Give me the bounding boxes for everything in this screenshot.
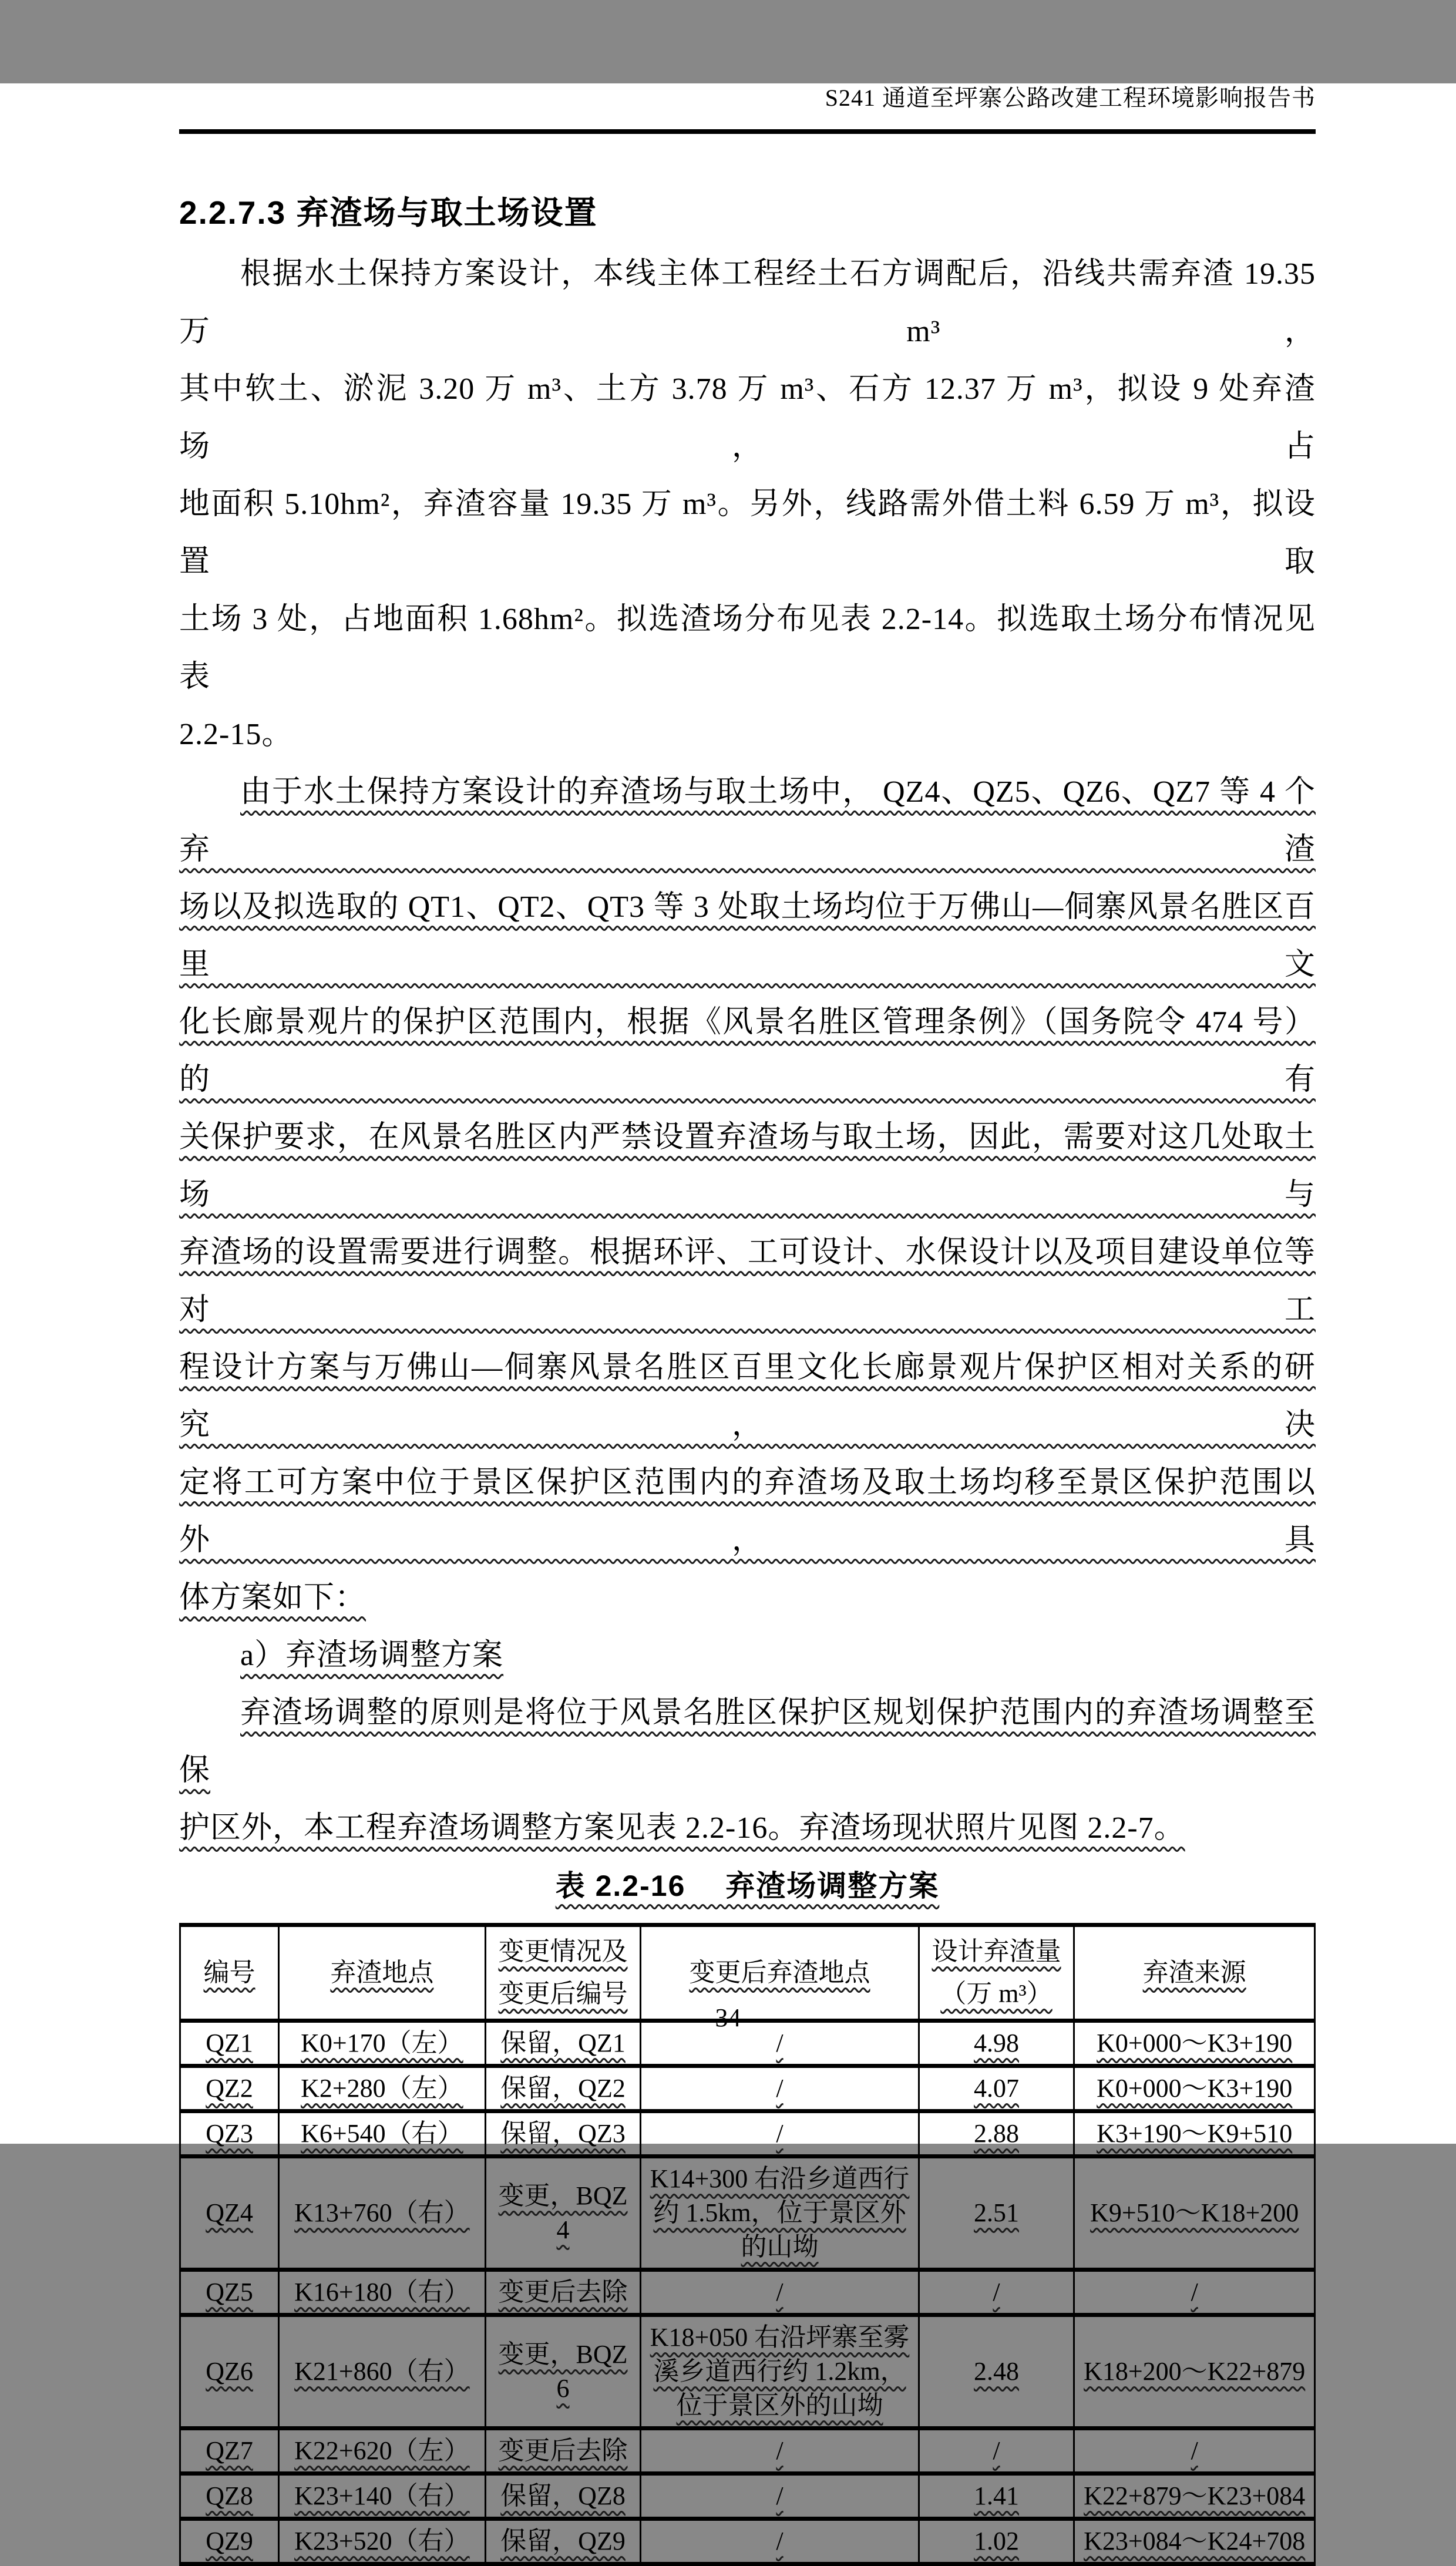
text-line: 化长廊景观片的保护区范围内，根据《风景名胜区管理条例》（国务院令 474 号）的有: [179, 1005, 1316, 1097]
table-body: [180, 2021, 1315, 2564]
table-cell: K2+280（左）: [279, 2066, 486, 2111]
header-cell-line: 变更情况及: [498, 1937, 628, 1966]
table-cell: K18+200～K22+879: [1074, 2315, 1315, 2429]
table-cell: 变更后去除: [485, 2429, 641, 2474]
table-cell: 保留，QZ2: [485, 2066, 641, 2111]
table-cell: QZ9: [180, 2519, 279, 2564]
table-row: [180, 2519, 1315, 2564]
table-cell: K3+190～K9+510: [1074, 2111, 1315, 2157]
table-cell: /: [641, 2021, 919, 2066]
table-cell: K22+620（左）: [279, 2429, 486, 2474]
table-cell: QZ3: [180, 2111, 279, 2157]
table-row: [180, 2111, 1315, 2157]
running-header-title: S241 通道至坪寨公路改建工程环境影响报告书: [825, 85, 1316, 111]
table-cell: K13+760（右）: [279, 2157, 486, 2270]
body-paragraphs: [179, 245, 1316, 1857]
table-row: [180, 2270, 1315, 2315]
table-cell: 1.02: [919, 2519, 1074, 2564]
table-cell: 变更后去除: [485, 2270, 641, 2315]
text-line: a）弃渣场调整方案: [240, 1639, 504, 1672]
table-row: [180, 2315, 1315, 2429]
table-cell: K14+300 右沿乡道西行约 1.5km，位于景区外的山坳: [641, 2157, 919, 2270]
table-cell: K23+084～K24+708: [1074, 2519, 1315, 2564]
table-cell: 保留，QZ8: [485, 2474, 641, 2519]
table-cell: 保留，QZ9: [485, 2519, 641, 2564]
table-cell: /: [641, 2474, 919, 2519]
table-cell: K0+000～K3+190: [1074, 2021, 1315, 2066]
header-cell-line: 编号: [203, 1958, 255, 1987]
text-line: 弃渣场的设置需要进行调整。根据环评、工可设计、水保设计以及项目建设单位等对工: [179, 1236, 1316, 1327]
table-row: [180, 2066, 1315, 2111]
text-line: 土场 3 处，占地面积 1.68hm²。拟选渣场分布见表 2.2-14。拟选取土场分布情况见表: [179, 603, 1316, 694]
para-adjustment-principle: [179, 1684, 1316, 1857]
table-cell: K6+540（右）: [279, 2111, 486, 2157]
table-cell: K18+050 右沿坪寨至雾溪乡道西行约 1.2km，位于景区外的山坳: [641, 2315, 919, 2429]
table-cell: /: [1074, 2429, 1315, 2474]
page-number: 34: [715, 2003, 741, 2032]
text-line: 体方案如下：: [179, 1581, 366, 1615]
text-line: 根据水土保持方案设计，本线主体工程经土石方调配后，沿线共需弃渣 19.35 万 m³，: [179, 257, 1316, 348]
header-rule: [179, 129, 1316, 134]
table-cell: K21+860（右）: [279, 2315, 486, 2429]
table-cell: QZ4: [180, 2157, 279, 2270]
para-earthwork-summary: [179, 245, 1316, 764]
section-heading: 2.2.7.3 弃渣场与取土场设置: [179, 194, 598, 231]
subheading-a-spoil-adjustment: [179, 1627, 1316, 1684]
table-cell: 2.88: [919, 2111, 1074, 2157]
table-cell: /: [919, 2429, 1074, 2474]
header-cell-line: （万 m³）: [940, 1979, 1053, 2008]
table-cell: /: [919, 2270, 1074, 2315]
table-cell: QZ2: [180, 2066, 279, 2111]
table-cell: 4.98: [919, 2021, 1074, 2066]
header-cell-line: 变更后弃渣地点: [689, 1958, 870, 1987]
table-cell: K16+180（右）: [279, 2270, 486, 2315]
table-row: [180, 2474, 1315, 2519]
table-cell: 4.07: [919, 2066, 1074, 2111]
table-cell: /: [641, 2111, 919, 2157]
header-cell-line: 弃渣来源: [1142, 1958, 1246, 1987]
table-cell: 保留，QZ3: [485, 2111, 641, 2157]
table-cell: /: [641, 2519, 919, 2564]
text-line: 程设计方案与万佛山—侗寨风景名胜区百里文化长廊景观片保护区相对关系的研究，决: [179, 1351, 1316, 1442]
table-cell: /: [641, 2270, 919, 2315]
table-row: [180, 2157, 1315, 2270]
table-title: [179, 1857, 1316, 1915]
table-cell: 2.51: [919, 2157, 1074, 2270]
text-line: 场以及拟选取的 QT1、QT2、QT3 等 3 处取土场均位于万佛山—侗寨风景名胜区百里文: [179, 890, 1316, 981]
table-row: [180, 2429, 1315, 2474]
table-cell: QZ5: [180, 2270, 279, 2315]
text-line: 定将工可方案中位于景区保护区范围内的弃渣场及取土场均移至景区保护范围以外，具: [179, 1466, 1316, 1557]
table-cell: /: [641, 2429, 919, 2474]
table-cell: 2.48: [919, 2315, 1074, 2429]
table-cell: QZ8: [180, 2474, 279, 2519]
text-line: 护区外，本工程弃渣场调整方案见表 2.2-16。弃渣场现状照片见图 2.2-7。: [179, 1811, 1185, 1845]
text-line: 弃渣场调整的原则是将位于风景名胜区保护区规划保护范围内的弃渣场调整至保: [179, 1696, 1316, 1787]
header-cell-line: 弃渣地点: [330, 1958, 434, 1987]
table-title-text: 表 2.2-16 弃渣场调整方案: [555, 1869, 940, 1902]
table-cell: K0+000～K3+190: [1074, 2066, 1315, 2111]
para-scenic-area-adjustment: [179, 764, 1316, 1627]
text-line: 由于水土保持方案设计的弃渣场与取土场中， QZ4、QZ5、QZ6、QZ7 等 4 个弃渣: [179, 775, 1316, 866]
table-cell: K0+170（左）: [279, 2021, 486, 2066]
table-cell: K23+140（右）: [279, 2474, 486, 2519]
text-line: 地面积 5.10hm²，弃渣容量 19.35 万 m³。另外，线路需外借土料 6.59 万 m³，拟设置取: [179, 487, 1316, 579]
table-cell: /: [1074, 2270, 1315, 2315]
header-cell-line: 设计弃渣量: [932, 1937, 1061, 1966]
table-cell: /: [641, 2066, 919, 2111]
table-cell: 变更，BQZ6: [485, 2315, 641, 2429]
text-line: 其中软土、淤泥 3.20 万 m³、土方 3.78 万 m³、石方 12.37 万 m³，拟设 9 处弃渣场，占: [179, 372, 1316, 463]
table-cell: 保留，QZ1: [485, 2021, 641, 2066]
table-cell: K22+879～K23+084: [1074, 2474, 1315, 2519]
document-page: [0, 83, 1456, 2555]
text-line: 关保护要求，在风景名胜区内严禁设置弃渣场与取土场，因此，需要对这几处取土场与: [179, 1121, 1316, 1212]
table-cell: QZ1: [180, 2021, 279, 2066]
table-cell: 变更，BQZ4: [485, 2157, 641, 2270]
header-cell-line: 变更后编号: [498, 1979, 628, 2008]
table-cell: QZ7: [180, 2429, 279, 2474]
table-cell: K23+520（右）: [279, 2519, 486, 2564]
text-line: 2.2-15。: [179, 718, 293, 751]
table-cell: 1.41: [919, 2474, 1074, 2519]
table-cell: K9+510～K18+200: [1074, 2157, 1315, 2270]
table-cell: QZ6: [180, 2315, 279, 2429]
